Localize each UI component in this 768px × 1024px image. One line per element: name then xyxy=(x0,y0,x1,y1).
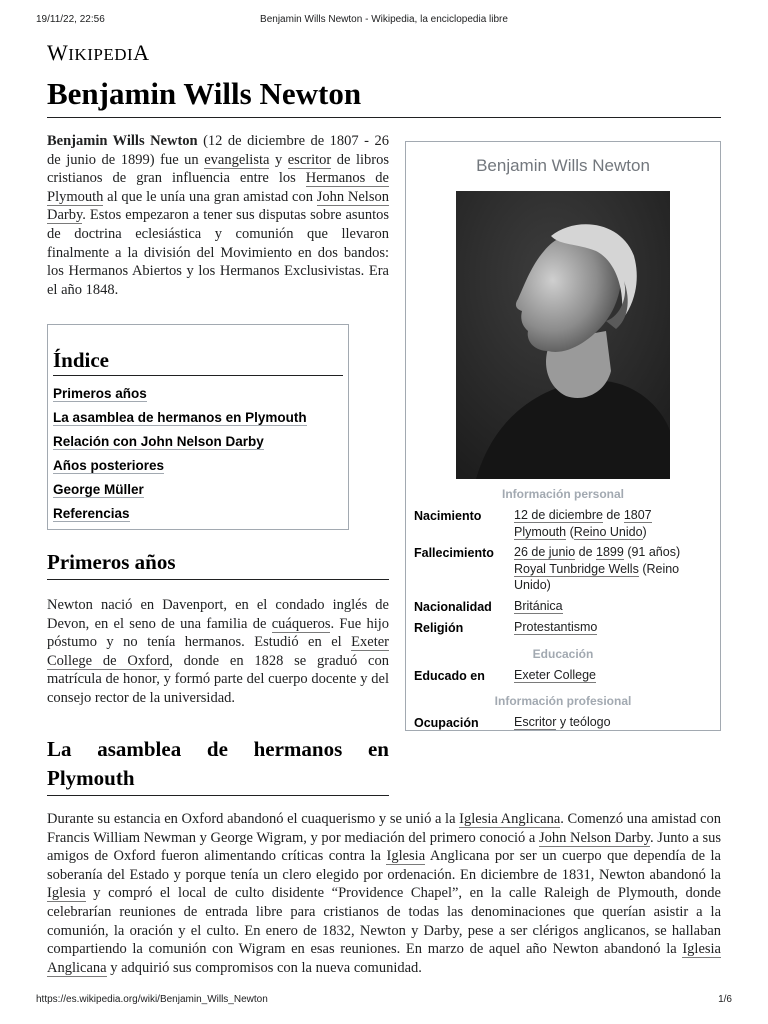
infobox-value xyxy=(514,544,712,594)
lede-paragraph xyxy=(47,132,389,299)
link-hermanos-de-plymouth[interactable]: Hermanos de Plymouth xyxy=(47,170,389,205)
infobox-label: Educado en xyxy=(414,668,485,683)
toc-item-george-muller[interactable] xyxy=(53,478,343,502)
table-of-contents xyxy=(47,324,349,530)
infobox xyxy=(405,141,721,731)
sec2-text-3: . Junto a sus amigos de Oxford fueron alimentando críticas contra la xyxy=(47,829,721,865)
sec2-text-1: Durante su estancia en Oxford abandonó el cuaquerismo y se unió a la xyxy=(47,811,460,827)
link-protestantismo[interactable]: Protestantismo xyxy=(514,620,598,634)
infobox-value xyxy=(514,598,712,616)
infobox-label: Ocupación xyxy=(414,716,479,730)
text: (91 años) xyxy=(623,545,681,559)
lede-text-4: al que le unía una gran amistad con xyxy=(103,188,317,205)
link-cuaqueros[interactable]: cuáqueros xyxy=(271,615,331,632)
lede-text-2: y xyxy=(269,151,288,168)
link-exeter-college-oxford[interactable]: Exeter College de Oxford xyxy=(47,634,389,669)
infobox-section-professional: Información profesional xyxy=(494,694,632,708)
toc-item-label: Primeros años xyxy=(53,386,147,401)
text: (Reino Unido) xyxy=(514,561,680,592)
print-page-title: Benjamin Wills Newton - Wikipedia, la enciclopedia libre xyxy=(260,14,508,25)
link-1807[interactable]: 1807 xyxy=(623,508,652,522)
toc-item-label: George Müller xyxy=(53,482,144,497)
infobox-section-personal: Información personal xyxy=(501,487,625,501)
lede-bold-name: Benjamin Wills Newton xyxy=(47,133,198,149)
infobox-row-fallecimiento xyxy=(406,542,720,596)
sec2-text-5: y compró el local de culto disidente “Providence Chapel”, en la calle Raleigh de Plymouth, donde celebrarían reuniones de entrada libre para cristianos de todas las denominaciones que querían asistir a la comunión, la oración y el culto. En enero de 1832, Newton y Darby, pese a ser clérigos anglicanos, se hallaban compartiendo la comunión con Wigram en esas reuniones. En marzo de aquel año Newton abandonó la xyxy=(47,885,721,958)
toc-item-primeros-anos[interactable] xyxy=(53,382,343,406)
infobox-row-nacionalidad xyxy=(406,596,720,618)
sec1-text-1: Newton nació en Davenport, en el condado inglés de Devon, en el seno de una familia de xyxy=(47,597,389,632)
toc-item-label: Relación con John Nelson Darby xyxy=(53,434,264,449)
link-escritor[interactable]: Escritor xyxy=(514,715,557,729)
infobox-label: Nacimiento xyxy=(414,509,482,523)
infobox-section-education: Educación xyxy=(532,646,594,661)
link-exeter-college[interactable]: Exeter College xyxy=(514,667,596,682)
link-evangelista[interactable]: evangelista xyxy=(204,151,270,168)
link-iglesia-anglicana[interactable]: Iglesia Anglicana xyxy=(459,811,561,827)
toc-item-label: Años posteriores xyxy=(53,458,165,473)
text: ) xyxy=(642,524,647,539)
text: de xyxy=(575,545,597,559)
toc-list xyxy=(53,382,343,526)
link-reino-unido[interactable]: Reino Unido xyxy=(573,524,643,539)
wikipedia-wordmark[interactable] xyxy=(47,40,150,66)
infobox-value xyxy=(514,714,712,732)
infobox-value xyxy=(514,507,712,540)
link-iglesia-anglicana-2[interactable]: Iglesia Anglicana xyxy=(47,941,721,976)
print-date: 19/11/22, 22:56 xyxy=(36,14,105,25)
infobox-row-nacimiento xyxy=(406,505,720,542)
infobox-value xyxy=(514,667,712,685)
sec1-text-3: , donde en 1828 se graduó con matrícula de honor, y formó parte del cuerpo docente y del consejo rector de la universidad. xyxy=(47,652,389,706)
link-12-de-diciembre[interactable]: 12 de diciembre xyxy=(514,508,603,522)
link-john-nelson-darby-2[interactable]: John Nelson Darby xyxy=(538,829,651,846)
link-britanica[interactable]: Británica xyxy=(514,598,563,613)
toc-item-label: Referencias xyxy=(53,506,130,521)
wordmark-last: A xyxy=(133,40,150,65)
section-primeros-anos-paragraph xyxy=(47,596,389,708)
infobox-row-religion xyxy=(406,617,720,639)
wordmark-first: W xyxy=(47,40,69,65)
toc-item-anos-posteriores[interactable] xyxy=(53,454,343,478)
link-26-de-junio[interactable]: 26 de junio xyxy=(514,545,576,559)
infobox-title: Benjamin Wills Newton xyxy=(476,156,650,175)
portrait-photo[interactable] xyxy=(456,191,670,479)
section-heading-asamblea: La asamblea de hermanos en Plymouth xyxy=(47,735,389,796)
text: y teólogo xyxy=(556,715,611,729)
toc-item-asamblea[interactable] xyxy=(53,406,343,430)
print-page-number: 1/6 xyxy=(718,994,732,1005)
link-1899[interactable]: 1899 xyxy=(596,545,624,559)
section-asamblea-paragraph xyxy=(47,810,721,977)
sec2-text-2: . Comenzó una amistad con Francis William Newman y George Wigram, y por mediación del primero conoció a xyxy=(47,811,722,846)
infobox-row-educado-en xyxy=(406,665,720,687)
page-title: Benjamin Wills Newton xyxy=(47,74,721,118)
toc-item-label: La asamblea de hermanos en Plymouth xyxy=(53,410,307,425)
link-royal-tunbridge-wells[interactable]: Royal Tunbridge Wells xyxy=(514,561,639,576)
print-url: https://es.wikipedia.org/wiki/Benjamin_Wills_Newton xyxy=(36,994,268,1005)
portrait-image xyxy=(456,191,670,479)
text: ( xyxy=(566,524,574,539)
infobox-label: Religión xyxy=(414,621,464,635)
link-iglesia[interactable]: Iglesia xyxy=(386,848,426,865)
infobox-value xyxy=(514,619,712,637)
infobox-label: Nacionalidad xyxy=(414,599,492,614)
link-plymouth[interactable]: Plymouth xyxy=(514,524,567,539)
link-escritor[interactable]: escritor xyxy=(287,151,332,168)
toc-heading: Índice xyxy=(53,347,343,376)
text: de xyxy=(602,508,624,522)
lede-text-3: de libros cristianos de gran influencia entre los xyxy=(47,151,390,187)
sec1-text-2: . Fue hijo póstumo y no tenía hermanos. Estudió en el xyxy=(47,615,389,651)
toc-item-referencias[interactable] xyxy=(53,502,343,526)
sec2-text-6: y adquirió sus compromisos con la nueva comunidad. xyxy=(106,959,422,976)
toc-item-relacion-darby[interactable] xyxy=(53,430,343,454)
lede-text-5: . Estos empezaron a tener sus disputas sobre asuntos de doctrina eclesiástica y comunión que llevaron finalmente a la división del Movimiento en dos bandos: los Hermanos Abiertos y los Hermanos Exclusivistas. Era el año 1848. xyxy=(47,207,389,298)
section-heading-primeros-anos: Primeros años xyxy=(47,548,389,580)
wordmark-rest: IKIPEDI xyxy=(68,45,134,64)
sec2-text-4: Anglicana por ser un cuerpo que dependía de la soberanía del Estado y porque tenía un clero elegido por ordenación. En diciembre de 1831, Newton abandonó la xyxy=(47,848,721,883)
infobox-label: Fallecimiento xyxy=(414,546,494,560)
link-iglesia-2[interactable]: Iglesia xyxy=(47,885,86,902)
infobox-row-ocupacion xyxy=(406,712,720,734)
link-john-nelson-darby[interactable]: John Nelson Darby xyxy=(47,188,389,224)
lede-text-1: (12 de diciembre de 1807 - 26 de junio de 1899) fue un xyxy=(47,133,389,168)
